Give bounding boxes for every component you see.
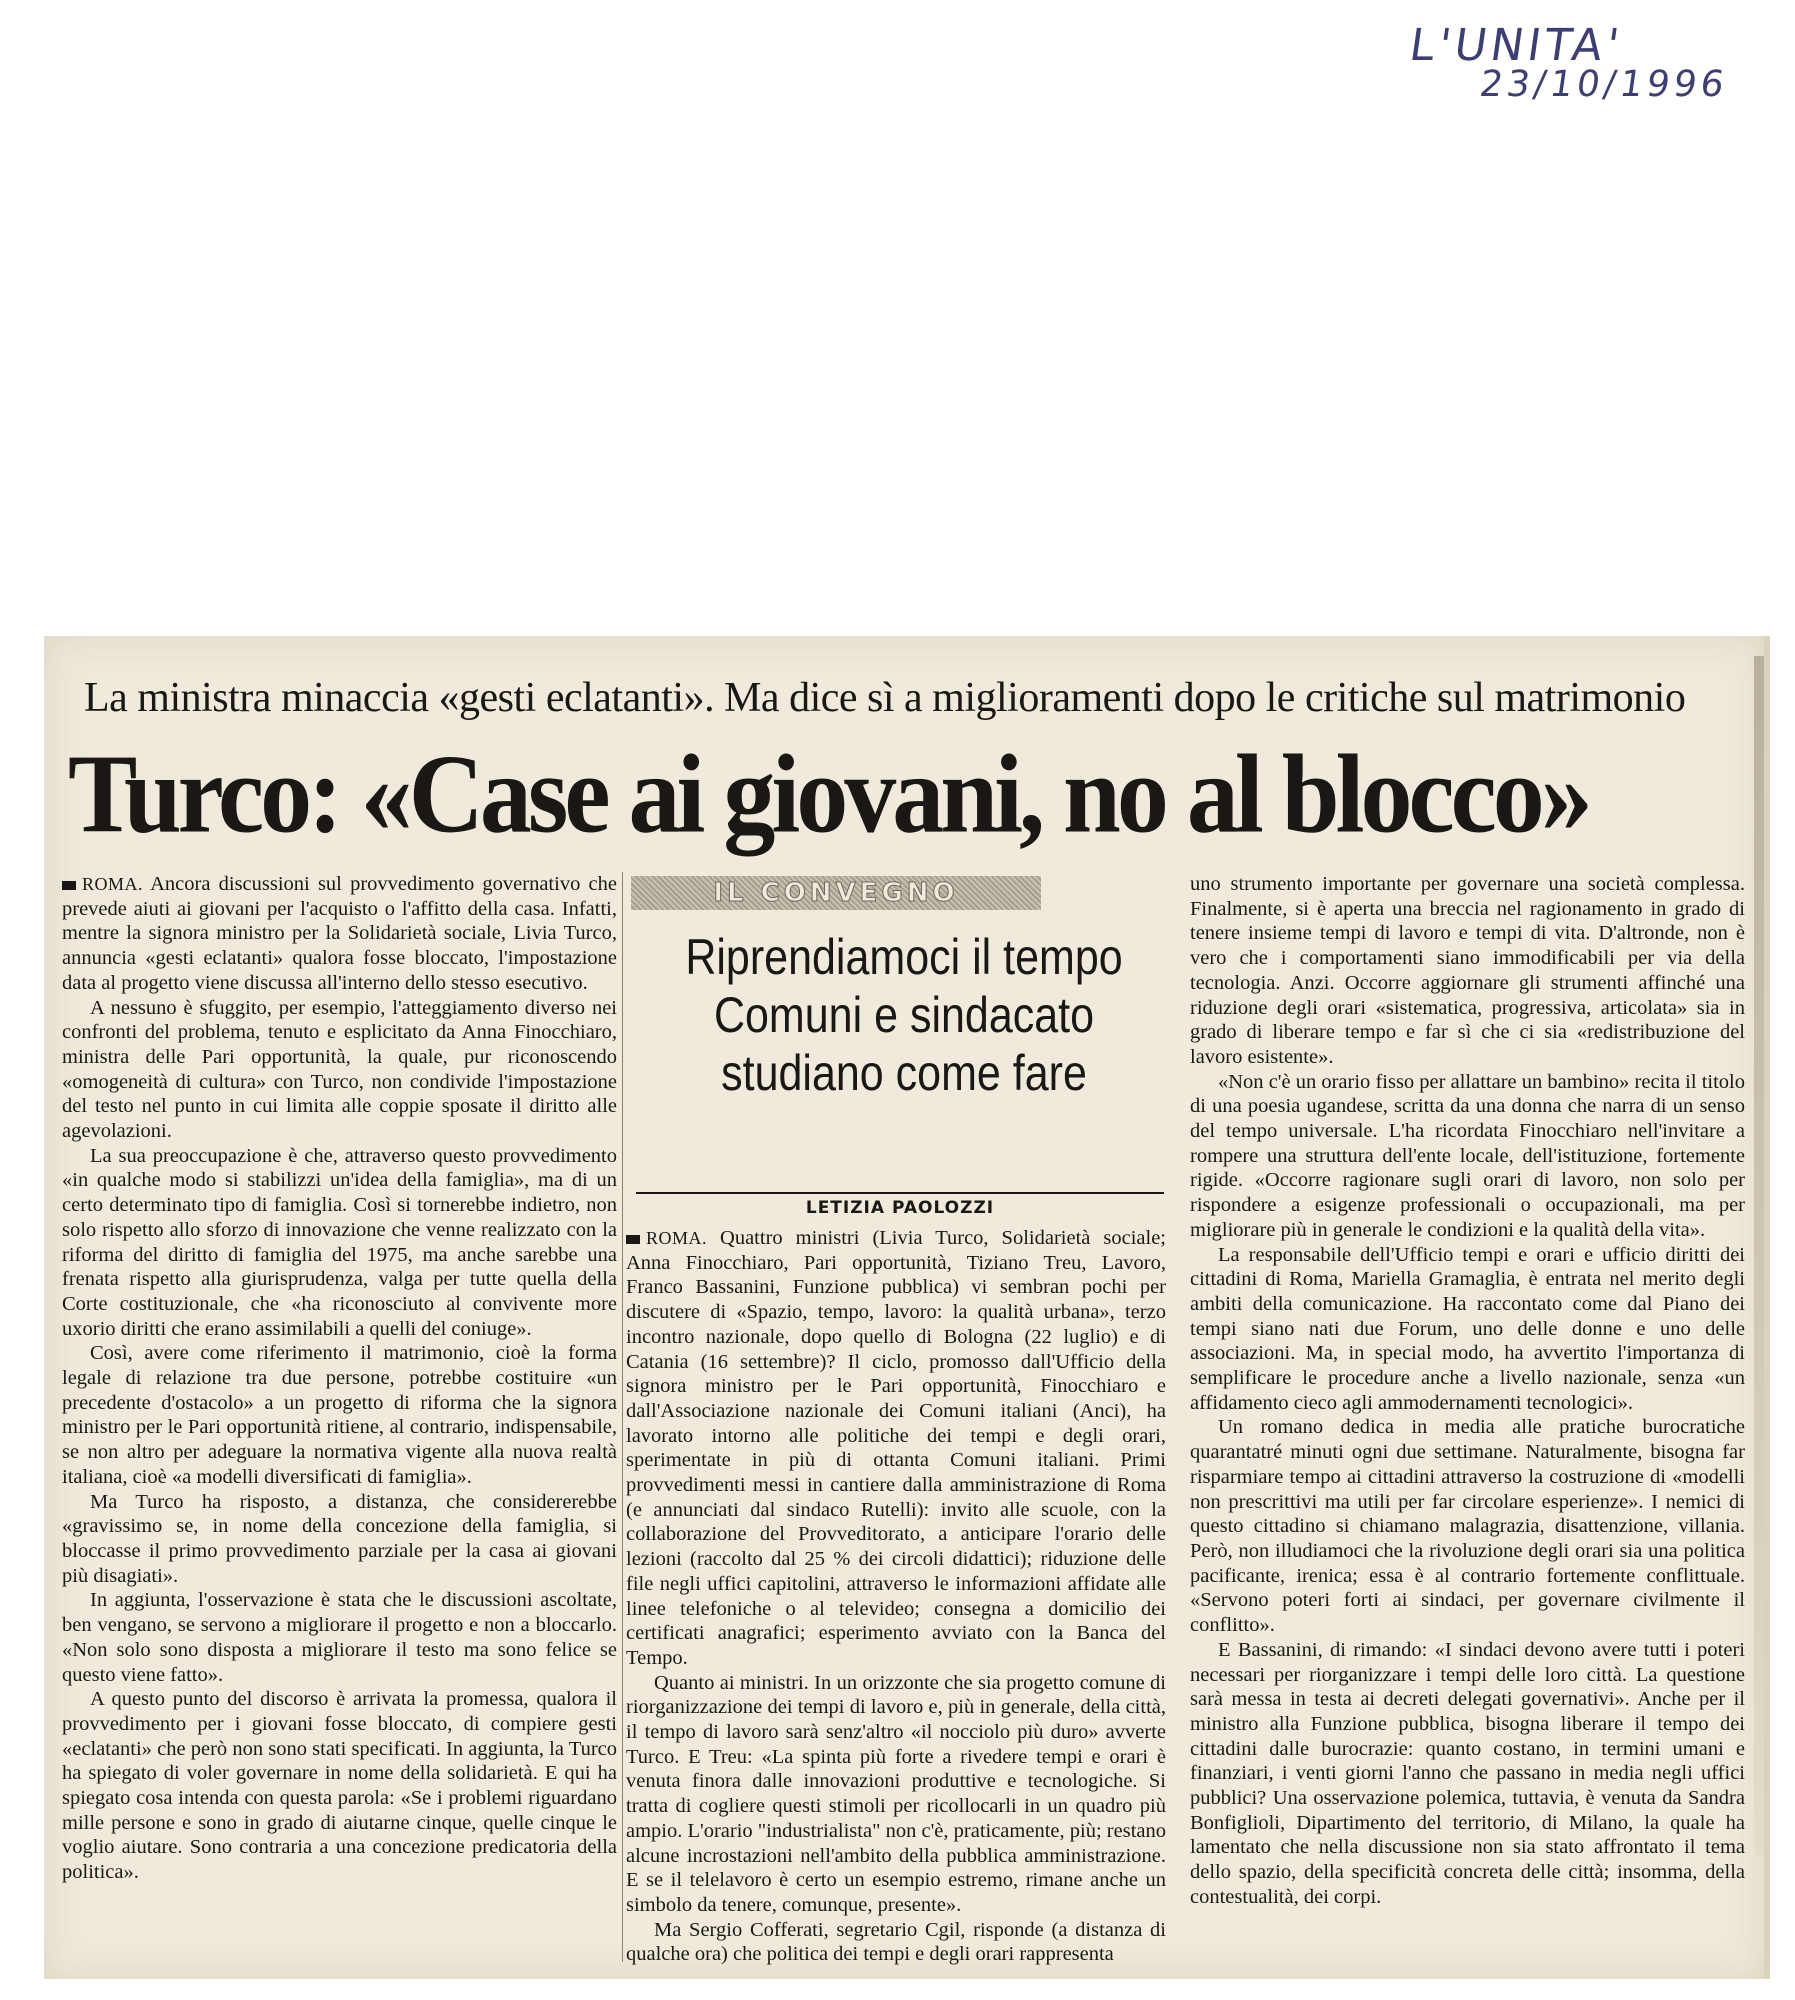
article-paragraph: ROMA. Ancora discussioni sul provvedimento governativo che prevede aiuti ai giovani per l'acquisto o l'affitto della casa. Infatti, mentre la signora ministro per la Solidarietà sociale, Livia Turco, annuncia «gesti eclatanti» qualora fosse bloccato, l'impostazione data al progetto viene discussa all'interno dello stesso esecutivo. — [62, 873, 617, 994]
sidebar-dateline: ROMA. — [646, 1228, 708, 1248]
article-paragraph: ROMA. Quattro ministri (Livia Turco, Solidarietà sociale; Anna Finocchiaro, Pari opportunità, Tiziano Treu, Lavoro, Franco Bassanini, Funzione pubblica) vi sembran pochi per discutere di «Spazio, tempo, lavoro: la qualità urbana», terzo incontro nazionale, dopo quello di Bologna (22 luglio) e di Catania (16 settembre)? Il ciclo, promosso dall'Ufficio della signora ministro per le Pari opportunità, Finocchiaro e dall'Associazione nazionale dei Comuni italiani (Anci), ha lavorato intorno alle politiche dei tempi e degli orari, sperimentate in più di ottanta Comuni italiani. Primi provvedimenti messi in cantiere dalla amministrazione di Roma (e annunciati dal sindaco Rutelli): invito alle scuole, con la collaborazione del Provveditorato, a anticipare l'orario delle lezioni (raccolto dal 25 % dei circoli didattici); riduzione delle file negli uffici capitolini, attraverso le informazioni affidate alle linee telefoniche o al televideo; consegna a domicilio dei certificati anagrafici; esperimento avviato con la Banca del Tempo. — [626, 1227, 1166, 1669]
article-paragraph: Ma Turco ha risposto, a distanza, che considererebbe «gravissimo se, in nome della concezione della famiglia, si bloccasse il primo provvedimento parziale per la casa ai giovani più disagiati». — [62, 1490, 617, 1587]
article-paragraph: Un romano dedica in media alle pratiche burocratiche quarantatré minuti ogni due settimane. Naturalmente, bisogna far risparmiare tempo ai cittadini attraverso la costruzione di «modelli non prescrittivi ma utili per far circolare esperienze». I nemici di questo cittadino si chiamano malagrazia, disattenzione, villania. Però, non illudiamoci che la rivoluzione degli orari sia una politica pacificante, irenica; essa è al contrario fortemente conflittuale. «Servono poteri forti ai sindaci, per governare civilmente il conflitto». — [1190, 1416, 1745, 1637]
byline: LETIZIA PAOLOZZI — [805, 1198, 995, 1218]
article-paragraph: «Non c'è un orario fisso per allattare un bambino» recita il titolo di una poesia ugandese, scritta da una donna che narra di un senso del tempo universale. L'ha ricordata Finocchiaro nell'invitare a rompere una struttura dell'ente locale, dell'istituzione, fortemente rigide. «Occorre ragionare sugli orari di lavoro, non solo per rispondere a esigenze professionali o occupazionali, ma per migliorare più in generale le condizioni e la qualità della vita». — [1190, 1070, 1745, 1241]
article-paragraph: Così, avere come riferimento il matrimonio, cioè la forma legale di relazione tra due persone, potrebbe costituire «un precedente d'ostacolo» a un progetto di riforma che la signora ministro per le Pari opportunità ritiene, al contrario, indispensabile, se non altro per adeguare la normativa vigente alla nuova realtà italiana, cioè «a modelli diversificati di famiglia». — [62, 1342, 617, 1488]
article-paragraph: A nessuno è sfuggito, per esempio, l'atteggiamento diverso nei confronti del problema, tenuto e esplicitato da Anna Finocchiaro, ministra delle Pari opportunità, la quale, pur riconoscendo «omogeneità di cultura» con Turco, non condivide l'impostazione del testo nel punto in cui limita alle coppie sposate il diritto alle agevolazioni. — [62, 996, 617, 1143]
article-headline: Turco: «Case ai giovani, no al blocco» — [68, 732, 1589, 857]
article-paragraph: E Bassanini, di rimando: «I sindaci devono avere tutti i poteri necessari per riorganizzare i tempi delle loro città. La questione sarà messa in testa ai decreti delegati governativi». Anche per il ministro alla Funzione pubblica, bisogna liberare il tempo dei cittadini dalle burocrazie: quanto costano, in termini umani e finanziari, i venti giorni l'anno che passano in media negli uffici pubblici? Una osservazione polemica, tuttavia, è venuta da Sandra Bonfiglioli, Dipartimento del territorio, di Milano, la quale ha lamentato che nella discussione non sia stato affrontato il tema dello spazio, della specificità concreta delle città; insomma, della contestualità, dei corpi. — [1190, 1638, 1745, 1908]
byline-rule — [636, 1192, 1164, 1194]
handwritten-annotation — [1400, 20, 1760, 105]
article-kicker: La ministra minaccia «gesti eclatanti». Ma dice sì a miglioramenti dopo le critiche sul matrimonio — [84, 675, 1686, 721]
sidebar-headline-line: Comuni e sindacato — [713, 987, 1095, 1043]
adjacent-clipping-edge — [1754, 656, 1764, 1856]
handwritten-newspaper-name: L'UNITA' — [1406, 20, 1626, 71]
article-paragraph: uno strumento importante per governare una società complessa. Finalmente, si è aperta una breccia nel ragionamento in grado di tenere insieme tempi di lavoro e tempi di vita. D'altronde, non è vero che i comportamenti siano immodificabili per via della tecnologia. Anzi. Occorre aggiornare gli strumenti affinché una riduzione degli orari «sistematica, progressiva, articolata» sia in grado di liberare tempo e far sì che ci sia «redistribuzione del lavoro esistente». — [1190, 873, 1745, 1068]
sidebar-headline — [672, 928, 1136, 1102]
article-paragraph: A questo punto del discorso è arrivata la promessa, qualora il provvedimento per i giovani fosse bloccato, di compiere gesti «eclatanti» che però non sono stati specificati. In aggiunta, la Turco ha spiegato di voler governare in nome della solidarietà. E qui ha spiegato cosa intenda con questa parola: «Se i problemi riguardano mille persone e sono in grado di aiutarne cinque, quelle cinque le voglio aiutare. Sono contraria a una concezione predicatoria della politica». — [62, 1688, 617, 1884]
sidebar-article-column — [626, 1226, 1166, 1967]
sidebar-headline-line: Riprendiamoci il tempo — [685, 929, 1123, 985]
handwritten-date: 23/10/1996 — [1477, 64, 1731, 105]
dateline-marker — [62, 881, 76, 890]
article-paragraph: La responsabile dell'Ufficio tempi e orari e ufficio diritti dei cittadini di Roma, Mariella Gramaglia, è entrata nel merito degli ambiti della comunicazione. Ha raccontato come dal Piano dei tempi siano nati due Forum, uno delle donne e uno delle associazioni. Ma, in special modo, ha avvertito l'importanza di semplificare le procedure anche a livello nazionale, senza «un affidamento cieco agli ammodernamenti tecnologici». — [1190, 1243, 1745, 1414]
sidebar-continuation-column — [1190, 872, 1745, 1910]
section-label: IL CONVEGNO — [631, 876, 1041, 910]
dateline-marker — [626, 1235, 640, 1244]
column-divider — [622, 872, 623, 1962]
article-paragraph: Quanto ai ministri. In un orizzonte che sia progetto comune di riorganizzazione dei tempi di lavoro e, più in generale, della città, il tempo di lavoro sarà senz'altro «il nocciolo più duro» avverte Turco. E Treu: «La spinta più forte a rivedere tempi e orari è venuta finora dalle innovazioni produttive e tecnologiche. Si tratta di cogliere questi stimoli per ricollocarli in un quadro più ampio. L'orario "industrialista" non c'è, praticamente, più; restano alcune incrostazioni nell'ambito della pubblica amministrazione. E se il telelavoro è certo un esempio estremo, rimane anche un simbolo da tenere, comunque, presente». — [626, 1671, 1166, 1916]
newspaper-clipping — [44, 636, 1770, 1979]
main-dateline: ROMA. — [82, 874, 144, 894]
sidebar-headline-line: studiano come fare — [721, 1045, 1087, 1101]
article-paragraph: In aggiunta, l'osservazione è stata che le discussioni ascoltate, ben vengano, se servono a migliorare il progetto e non a bloccarlo. «Non solo sono disposta a migliorare il testo ma sono felice se questo viene fatto». — [62, 1589, 617, 1686]
article-paragraph: La sua preoccupazione è che, attraverso questo provvedimento «in qualche modo si stabilizzi un'idea della famiglia», ma di un certo determinato tipo di famiglia. Così si tornerebbe indietro, non solo rispetto allo sforzo di innovazione che venne realizzato con la riforma del diritto di famiglia del 1975, ma anche sarebbe una frenata rispetto alla giurisprudenza, valga per tutte quella della Corte costituzionale, che «ha riconosciuto al convivente more uxorio diritti che erano assimilabili a quelli del coniuge». — [62, 1144, 617, 1340]
article-paragraph: Ma Sergio Cofferati, segretario Cgil, risponde (a distanza di qualche ora) che politica dei tempi e degli orari rappresenta — [626, 1918, 1166, 1966]
main-article-column — [62, 872, 617, 1885]
